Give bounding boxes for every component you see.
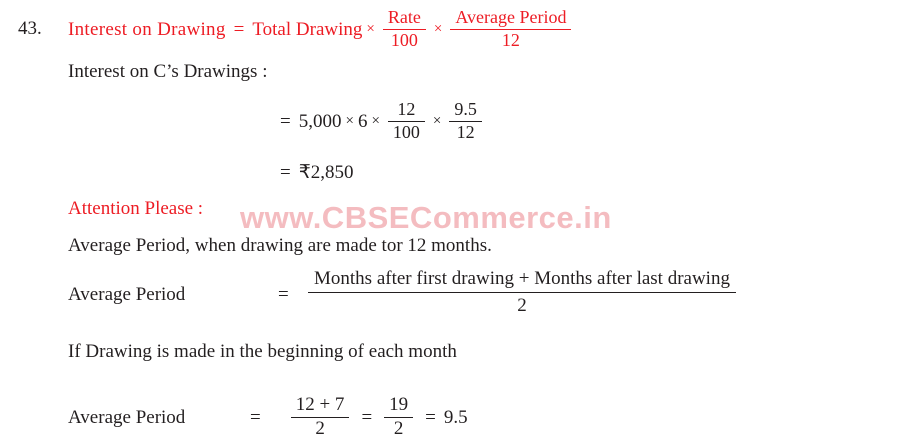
average-period-fraction-sum-over-2 [291, 395, 350, 440]
average-period-value-label: Average Period [68, 406, 186, 428]
result-equals: = [280, 161, 291, 183]
computation-fraction-12-over-100 [388, 100, 425, 143]
computation-frac2-denominator: 12 [456, 122, 475, 143]
formula-rate-numerator: Rate [387, 7, 421, 27]
formula-equals: = [233, 18, 245, 40]
average-period-value-equals-1: = [250, 406, 261, 428]
formula-fraction-rate-over-100 [383, 8, 426, 51]
computation-equals: = [280, 110, 291, 132]
average-period-value-row [68, 395, 468, 440]
formula-avgperiod-denominator: 12 [501, 30, 520, 51]
item-number: 43. [18, 18, 42, 39]
computation-frac2-numerator: 9.5 [454, 99, 477, 119]
computation-frac1-denominator: 100 [392, 122, 420, 143]
formula-times-1: × [366, 21, 375, 38]
computation-frac1-numerator: 12 [397, 99, 416, 119]
average-period-equals: = [278, 284, 289, 305]
average-period-value-frac1-numerator: 12 + 7 [295, 394, 345, 415]
subheading-row [68, 61, 267, 83]
average-period-value-equals-3: = [425, 406, 436, 428]
computation-times-2: × [371, 113, 380, 130]
average-period-numerator: Months after first drawing + Months after last drawing [314, 268, 730, 289]
watermark: www.CBSECommerce.in [240, 200, 612, 235]
computation-fraction-95-over-12 [449, 100, 482, 143]
condition-text: If Drawing is made in the beginning of each month [68, 341, 457, 362]
average-period-fraction [308, 268, 736, 317]
computation-months: 6 [357, 110, 368, 132]
attention-heading-row [68, 198, 203, 220]
formula-fraction-avgperiod-over-12 [450, 8, 571, 51]
average-period-value-frac2-numerator: 19 [389, 394, 409, 415]
computation-times-1: × [345, 113, 354, 130]
average-period-final-value: 9.5 [443, 406, 468, 428]
result-row [272, 161, 354, 184]
computation-row [272, 100, 486, 143]
average-period-value-frac2-denominator: 2 [393, 418, 404, 440]
formula-term-total-drawing: Total Drawing [252, 18, 363, 40]
note-text: Average Period, when drawing are made tor 12 months. [68, 235, 492, 256]
average-period-definition-row [68, 268, 730, 317]
attention-heading-text: Attention Please : [68, 198, 204, 219]
subheading-text: Interest on C’s Drawings : [68, 61, 268, 82]
average-period-fraction-19-over-2 [384, 395, 413, 440]
formula-heading-row [68, 8, 575, 51]
note-row [68, 235, 492, 257]
computation-times-3: × [432, 113, 442, 130]
average-period-value-frac1-denominator: 2 [315, 418, 325, 440]
average-period-denominator: 2 [517, 295, 527, 317]
average-period-value-equals-2: = [361, 406, 373, 428]
condition-row [68, 341, 457, 363]
result-value: ₹2,850 [298, 162, 354, 183]
formula-rate-denominator: 100 [390, 30, 418, 51]
formula-avgperiod-numerator: Average Period [455, 7, 567, 27]
formula-times-2: × [433, 21, 443, 38]
average-period-label: Average Period [68, 284, 186, 305]
computation-amount: 5,000 [298, 110, 342, 132]
formula-label: Interest on Drawing [68, 18, 226, 40]
